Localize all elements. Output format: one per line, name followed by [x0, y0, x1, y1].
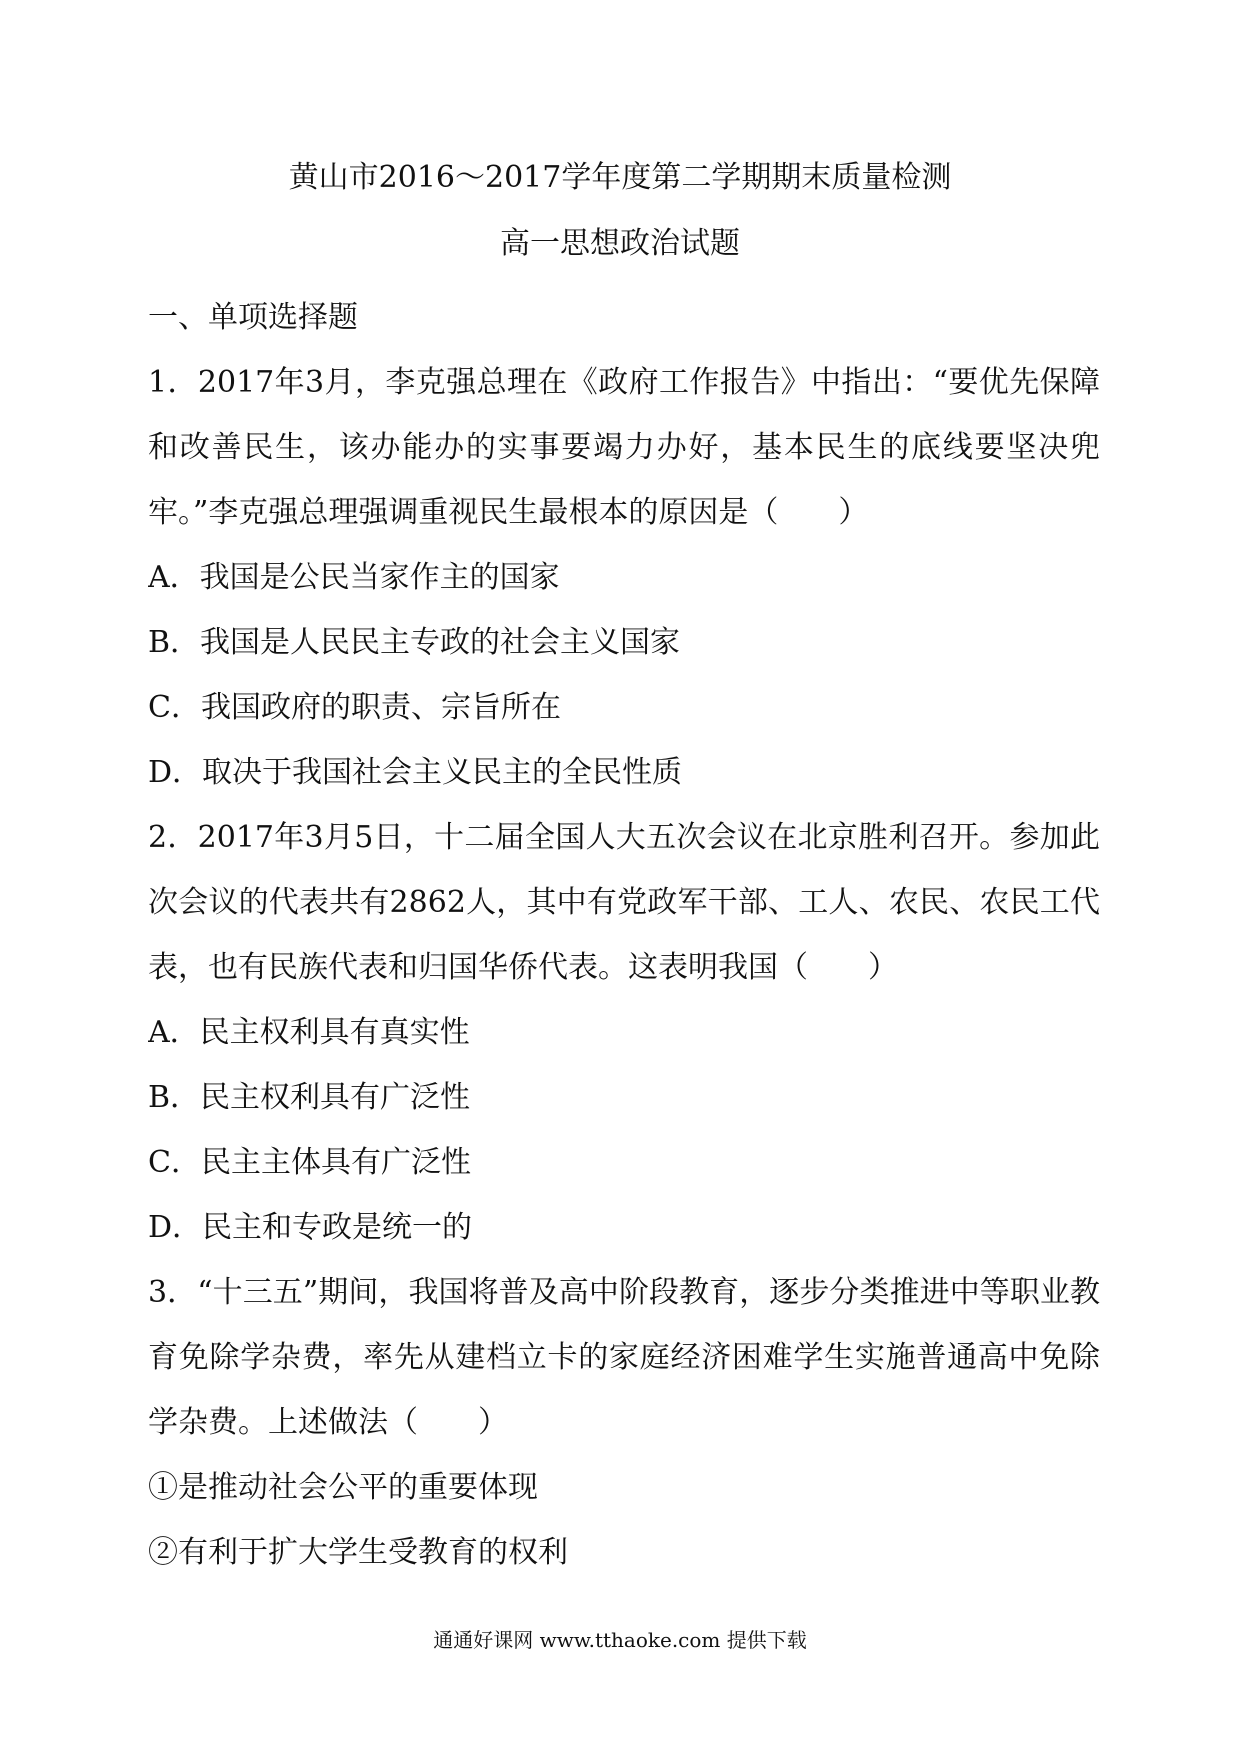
question-3-stem: 3．“十三五”期间，我国将普及高中阶段教育，逐步分类推进中等职业教育免除学杂费，率先从建档立卡的家庭经济困难学生实施普通高中免除学杂费。上述做法（ ） — [148, 1275, 1100, 1440]
exam-subtitle: 高一思想政治试题 — [500, 226, 740, 261]
question-1-option-c: C．我国政府的职责、宗旨所在 — [148, 690, 561, 725]
question-2-option-d: D．民主和专政是统一的 — [148, 1210, 473, 1245]
question-3-statement-1: ①是推动社会公平的重要体现 — [148, 1470, 538, 1505]
question-2-option-a: A．民主权利具有真实性 — [148, 1015, 470, 1050]
question-1-option-a: A．我国是公民当家作主的国家 — [148, 560, 560, 595]
question-2-option-c: C．民主主体具有广泛性 — [148, 1145, 471, 1180]
question-1-stem: 1．2017年3月，李克强总理在《政府工作报告》中指出：“要优先保障和改善民生，该办能办的实事要竭力办好，基本民生的底线要坚决兜牢。”李克强总理强调重视民生最根本的原因是（ ） — [148, 365, 1100, 530]
question-1-option-b: B．我国是人民民主专政的社会主义国家 — [148, 625, 681, 660]
question-2-option-b: B．民主权利具有广泛性 — [148, 1080, 471, 1115]
download-footer: 通通好课网 www.tthaoke.com 提供下载 — [433, 1628, 807, 1652]
question-3-statement-2: ②有利于扩大学生受教育的权利 — [148, 1535, 568, 1570]
exam-title: 黄山市2016～2017学年度第二学期期末质量检测 — [288, 160, 952, 195]
exam-content — [148, 285, 1100, 1585]
question-2-stem: 2．2017年3月5日，十二届全国人大五次会议在北京胜利召开。参加此次会议的代表共有2862人，其中有党政军干部、工人、农民、农民工代表，也有民族代表和归国华侨代表。这表明我国（ ） — [148, 820, 1100, 985]
section-heading: 一、单项选择题 — [148, 300, 358, 335]
question-1-option-d: D．取决于我国社会主义民主的全民性质 — [148, 755, 683, 790]
